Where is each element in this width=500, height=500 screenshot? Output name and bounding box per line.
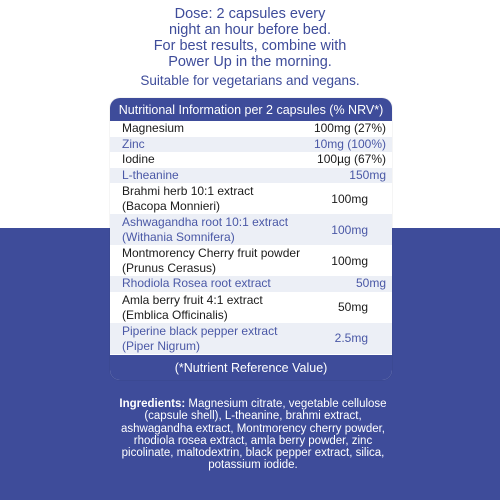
nutrient-value: 100mg: [331, 253, 368, 268]
nutrient-name: [122, 293, 338, 323]
nutrition-table-header: Nutritional Information per 2 capsules (% NRV*): [110, 98, 392, 121]
nutrient-name: [122, 215, 331, 245]
nutrient-value: 10mg (100%): [313, 136, 386, 151]
ingredients-label: Ingredients:: [119, 398, 186, 410]
ingredients-block: [108, 398, 398, 472]
nutrient-name: Zinc: [122, 136, 145, 151]
nutrition-table: [110, 98, 392, 380]
suitability-note: Suitable for vegetarians and vegans.: [140, 73, 360, 88]
ingredients-text: Magnesium citrate, vegetable cellulose (capsule shell), L-theanine, brahmi extract, ashwagandha extract, Montmorency cherry powder, rhodiola rosea extract, amla berry powder, zinc picolinate, maltodextrin, black pepper extract, silica, potassium iodide.: [121, 398, 387, 472]
nutrient-name-line1: Montmorency Cherry fruit powder: [122, 246, 301, 260]
nutrition-rows: [110, 121, 392, 354]
table-row: [110, 137, 392, 153]
nutrient-value: 100µg (67%): [317, 152, 386, 167]
nutrient-value: 2.5mg: [334, 331, 368, 345]
table-row: [110, 276, 392, 292]
table-row: [110, 168, 392, 184]
table-row: [110, 121, 392, 137]
nutrient-name: Rhodiola Rosea root extract: [122, 276, 271, 291]
nutrient-name-line2: (Piper Nigrum): [122, 338, 201, 353]
dose-instructions: Dose: 2 capsules every night an hour before bed. For best results, combine with Power Up in the morning.: [153, 6, 347, 70]
nutrient-name-line2: (Withania Somnifera): [122, 230, 235, 244]
nutrient-name-line1: Amla berry fruit 4:1 extract: [122, 292, 263, 307]
nutrient-name-line1: Brahmi herb 10:1 extract: [122, 184, 254, 198]
nutrient-name-line2: (Bacopa Monnieri): [122, 199, 221, 213]
nutrient-value: 50mg: [337, 300, 368, 314]
nutrient-name: L-theanine: [122, 167, 179, 182]
table-row: [110, 292, 392, 323]
nutrient-value: 150mg: [349, 167, 386, 182]
nutrient-value: 100mg: [331, 222, 368, 237]
nutrient-value: 50mg: [355, 276, 386, 291]
nutrient-name-line2: (Emblica Officinalis): [122, 307, 228, 322]
table-row: [110, 323, 392, 354]
nutrient-name-line1: Ashwagandha root 10:1 extract: [122, 215, 289, 229]
nutrient-name: [122, 324, 335, 354]
nutrient-name: Magnesium: [122, 121, 185, 136]
nutrient-name-line1: Piperine black pepper extract: [122, 323, 278, 338]
table-row: [110, 214, 392, 245]
nutrient-name: [122, 246, 331, 276]
nutrient-value: 100mg (27%): [313, 121, 386, 136]
nutrient-name: Iodine: [122, 152, 155, 167]
nutrient-name: [122, 184, 331, 214]
table-row: [110, 152, 392, 168]
nutrition-table-footer: (*Nutrient Reference Value): [110, 355, 392, 380]
table-row: [110, 183, 392, 214]
nutrient-name-line2: (Prunus Cerasus): [122, 261, 217, 275]
table-row: [110, 245, 392, 276]
nutrient-value: 100mg: [331, 191, 368, 206]
